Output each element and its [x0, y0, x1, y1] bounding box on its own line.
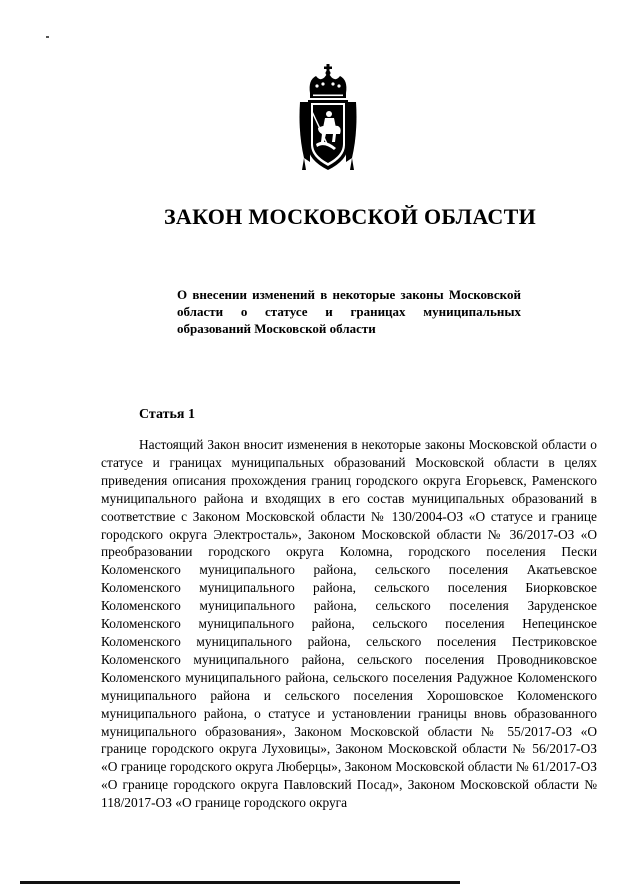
page-bottom-rule [20, 881, 460, 884]
document-title: ЗАКОН МОСКОВСКОЙ ОБЛАСТИ [163, 204, 537, 229]
moscow-oblast-coat-of-arms-icon [296, 62, 360, 178]
article-text: Настоящий Закон вносит изменения в некоторые законы Московской области о статусе и границах муниципальных образований Московской области в целях приведения описания прохождения границ городского округа Егорьевск, Раменского муниципального района и входящих в его состав муниципальных образований в соответствие с Законом Московской области № 130/2004-ОЗ «О статусе и границе городского округа Электросталь», Законом Московской области № 36/2017-ОЗ «О преобразовании городского округа Коломна, городского поселения Пески Коломенского муниципального района, сельского поселения Акатьевское Коломенского муниципального района, сельского поселения Биорковское Коломенского муниципального района, сельского поселения Заруденское Коломенского муниципального района, сельского поселения Непецинское Коломенского муниципального района, сельского поселения Пестриковское Коломенского муниципального района, сельского поселения Проводниковское Коломенского муниципального района, сельского поселения Радужное Коломенского муниципального района и сельского поселения Хорошовское Коломенского муниципального района, о статусе и установлении границы вновь образованного муниципального образования», Законом Московской области № 55/2017-ОЗ «О границе городского округа Луховицы», Законом Московской области № 56/2017-ОЗ «О границе городского округа Люберцы», Законом Московской области № 61/2017-ОЗ «О границе городского округа Павловский Посад», Законом Московской области № 118/2017-ОЗ «О границе городского округа [101, 437, 597, 811]
article-heading: Статья 1 [139, 407, 195, 422]
scan-artifact [46, 36, 49, 38]
law-subject: О внесении изменений в некоторые законы Московской области о статусе и границах муниципальных образований Московской области [177, 287, 521, 336]
